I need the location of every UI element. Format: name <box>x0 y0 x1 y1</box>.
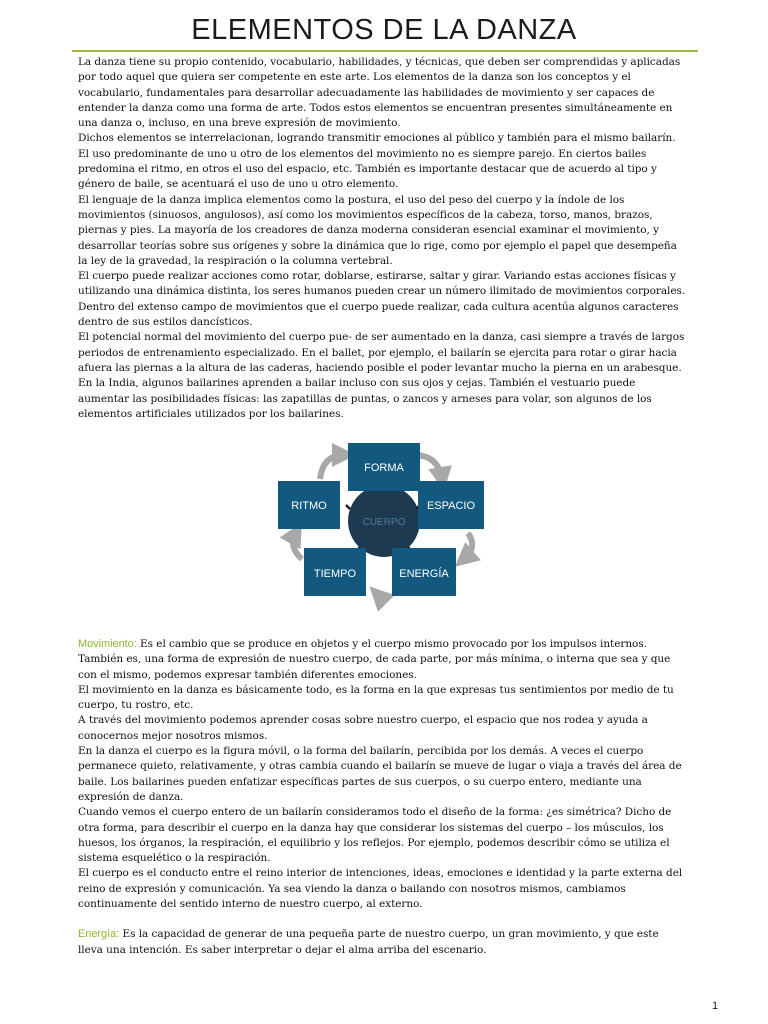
paragraph: Dichos elementos se interrelacionan, logrando transmitir emociones al público y también para el mismo bailarín. El uso predominante de uno u otro de los elementos del movimiento no es siempre parejo. En ciertos bailes predomina el ritmo, en otros el uso del espacio, etc. También es importante destacar que de acuerdo al tipo y género de baile, se acentuará el uso de uno u otro elemento. <box>78 132 676 191</box>
paragraph: El movimiento en la danza es básicamente todo, es la forma en la que expresas tus sentimientos por medio de tu cuerpo, tu rostro, etc. <box>78 683 674 712</box>
arrow-energia-tiempo <box>378 595 383 596</box>
paragraph: En la danza el cuerpo es la figura móvil, o la forma del bailarín, percibida por los demás. A veces el cuerpo permanece quieto, relativamente, y otras cambia cuando el bailarín se mueve de lugar o viaja a través del área de baile. Los bailarines pueden enfatizar específicas partes de sus cuerpos, o su cuerpo entero, mediante una expresión de danza. <box>78 745 682 803</box>
intro-text <box>78 55 686 422</box>
arrow-espacio-energia <box>464 533 472 559</box>
title-underline <box>72 50 698 52</box>
paragraph: El lenguaje de la danza implica elementos como la postura, el uso del peso del cuerpo y la índole de los movimientos (sinuosos, angulosos), así como los movimientos específicos de la cabeza, torso, manos, brazos, piernas y pies. La mayoría de los creadores de danza moderna consideran esencial examinar el movimiento, y desarrollar teorías sobre sus orígenes y sobre la dinámica que lo rige, como por ejemplo el papel que desempeña la ley de la gravedad, la respiración o la columna vertebral. <box>78 193 677 267</box>
term-energia: Energía: <box>78 928 120 941</box>
definitions <box>78 637 686 958</box>
movimiento-text: Es el cambio que se produce en objetos y el cuerpo mismo provocado por los impulsos internos. También es, una forma de expresión de nuestro cuerpo, de cada parte, por más mínima, o interna que sea y que con el mismo, podemos expresar también diferentes emociones. <box>78 638 671 681</box>
arrow-ritmo-forma <box>320 455 344 479</box>
label-tiempo: TIEMPO <box>313 568 357 580</box>
paragraph: Cuando vemos el cuerpo entero de un bailarín consideramos todo el diseño de la forma: ¿es simétrica? Dicho de otra forma, para describir el cuerpo en la danza hay que considerar los sistemas del cuerpo – los músculos, los huesos, los órganos, la respiración, el equilibrio y los reflejos. Por ejemplo, podemos describir cómo se utiliza el sistema esquelético o la respiración. <box>78 806 672 865</box>
dance-elements-diagram <box>268 443 498 613</box>
spacer <box>78 912 686 927</box>
paragraph: A través del movimiento podemos aprender cosas sobre nuestro cuerpo, el espacio que nos rodea y ayuda a conocernos mejor nosotros mismos. <box>78 714 648 742</box>
label-espacio: ESPACIO <box>426 500 476 512</box>
label-ritmo: RITMO <box>291 500 327 512</box>
paragraph: El cuerpo puede realizar acciones como rotar, doblarse, estirarse, saltar y girar. Variando estas acciones físicas y utilizando una dinámica distinta, los seres humanos pueden crear un número ilimitado de movimientos corporales. Dentro del extenso campo de movimientos que el cuerpo puede realizar, cada cultura acentúa algunos caracteres dentro de sus estilos dancísticos. <box>78 270 686 329</box>
term-movimiento: Movimiento: <box>78 638 137 650</box>
page-number: 1 <box>712 1000 719 1012</box>
paragraph: La danza tiene su propio contenido, vocabulario, habilidades, y técnicas, que deben ser comprendidas y aplicadas por todo aquel que quiera ser competente en este arte. Los elementos de la danza son los conceptos y el vocabulario, fundamentales para desarrollar adecuadamente las habilidades de movimiento y ser capaces de entender la danza como una forma de arte. Todos estos elementos se encuentran presentes simultáneamente en una danza o, incluso, en una breve expresión de movimiento. <box>78 56 681 130</box>
paragraph: El cuerpo es el conducto entre el reino interior de intenciones, ideas, emociones e identidad y la parte externa del reino de expresión y comunicación. Ya sea viendo la danza o bailando con nosotros mismos, cambiamos continuamente del sentido interno de nuestro cuerpo, al externo. <box>78 867 683 911</box>
center-label-cuerpo: CUERPO <box>362 517 406 528</box>
movimiento-definition <box>78 637 686 683</box>
page-title: ELEMENTOS DE LA DANZA <box>191 14 577 46</box>
label-forma: FORMA <box>364 462 404 474</box>
energia-definition <box>78 927 686 958</box>
label-energia: ENERGÍA <box>399 568 449 580</box>
energia-text: Es la capacidad de generar de una pequeña parte de nuestro cuerpo, un gran movimiento, y que este lleva una intención. Es saber interpretar o dejar el alma arriba del escenario. <box>78 928 659 956</box>
paragraph: El potencial normal del movimiento del cuerpo pue- de ser aumentado en la danza, casi siempre a través de largos periodos de entrenamiento especializado. En el ballet, por ejemplo, el bailarín se ejercita para rotar o girar hacia afuera las piernas a la altura de las caderas, haciendo posible el poder levantar mucho la pierna en un arabesque. En la India, algunos bailarines aprenden a bailar incluso con sus ojos y cejas. También el vestuario puede aumentar las posibilidades físicas: las zapatillas de puntas, o zancos y arneses para volar, son algunos de los elementos artificiales utilizados por los bailarines. <box>78 331 685 420</box>
arrow-tiempo-ritmo <box>293 533 302 559</box>
